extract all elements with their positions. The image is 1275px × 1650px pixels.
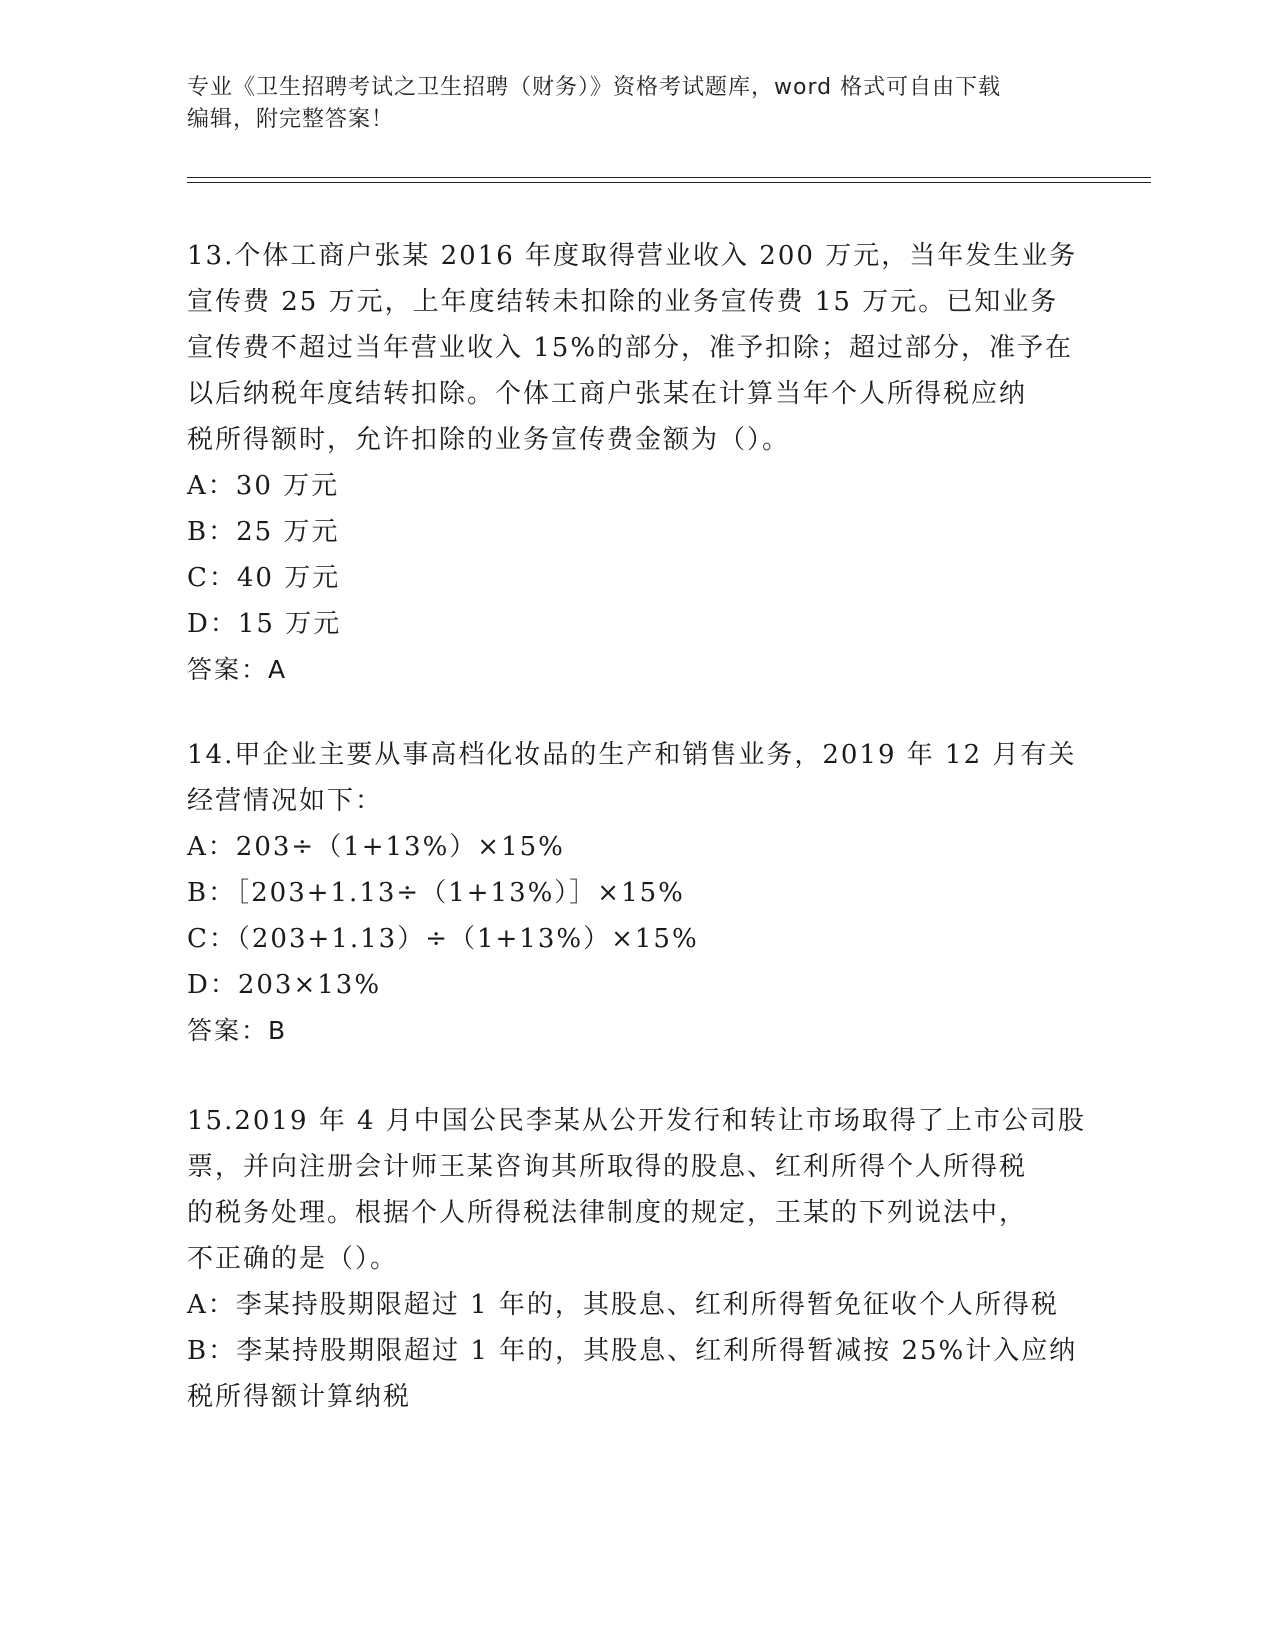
option-b: B：［203+1.13÷（1+13%）］×15% xyxy=(187,878,685,908)
question-13 xyxy=(187,233,1087,693)
option-b: B：李某持股期限超过 1 年的，其股息、红利所得暂减按 25%计入应纳 xyxy=(187,1336,1078,1366)
question-text-line: 15.2019 年 4 月中国公民李某从公开发行和转让市场取得了上市公司股 xyxy=(187,1106,1086,1136)
answer-text: 答案：A xyxy=(187,655,288,684)
option-c: C：（203+1.13）÷（1+13%）×15% xyxy=(187,924,699,954)
question-text-line: 宣传费 25 万元，上年度结转未扣除的业务宣传费 15 万元。已知业务 xyxy=(187,287,1059,317)
question-text-line: 税所得额时，允许扣除的业务宣传费金额为（）。 xyxy=(187,425,791,455)
option-b-continued: 税所得额计算纳税 xyxy=(187,1382,412,1412)
question-text-line: 14.甲企业主要从事高档化妆品的生产和销售业务，2019 年 12 月有关 xyxy=(187,740,1077,770)
header-divider xyxy=(187,177,1151,178)
header-line: 编辑，附完整答案！ xyxy=(187,107,395,132)
question-text-line: 经营情况如下： xyxy=(187,786,384,816)
option-a: A：203÷（1+13%）×15% xyxy=(187,832,565,862)
answer-text: 答案：B xyxy=(187,1016,288,1045)
page-header xyxy=(187,72,1087,136)
question-text-line: 的税务处理。根据个人所得税法律制度的规定，王某的下列说法中， xyxy=(187,1198,1028,1228)
header-line: 专业《卫生招聘考试之卫生招聘（财务）》资格考试题库，word 格式可自由下载 xyxy=(187,75,1002,100)
question-text-line: 13.个体工商户张某 2016 年度取得营业收入 200 万元，当年发生业务 xyxy=(187,241,1078,271)
question-15 xyxy=(187,1098,1087,1420)
question-text-line: 以后纳税年度结转扣除。个体工商户张某在计算当年个人所得税应纳 xyxy=(187,379,1028,409)
option-d: D：203×13% xyxy=(187,970,382,1000)
option-a: A：李某持股期限超过 1 年的，其股息、红利所得暂免征收个人所得税 xyxy=(187,1290,1059,1320)
option-a: A：30 万元 xyxy=(187,471,340,501)
option-c: C：40 万元 xyxy=(187,563,341,593)
question-text-line: 票，并向注册会计师王某咨询其所取得的股息、红利所得个人所得税 xyxy=(187,1152,1028,1182)
option-b: B：25 万元 xyxy=(187,517,340,547)
question-text-line: 不正确的是（）。 xyxy=(187,1244,399,1274)
question-14 xyxy=(187,732,1087,1054)
option-d: D：15 万元 xyxy=(187,609,342,639)
header-divider xyxy=(187,182,1151,183)
question-text-line: 宣传费不超过当年营业收入 15%的部分，准予扣除；超过部分，准予在 xyxy=(187,333,1074,363)
